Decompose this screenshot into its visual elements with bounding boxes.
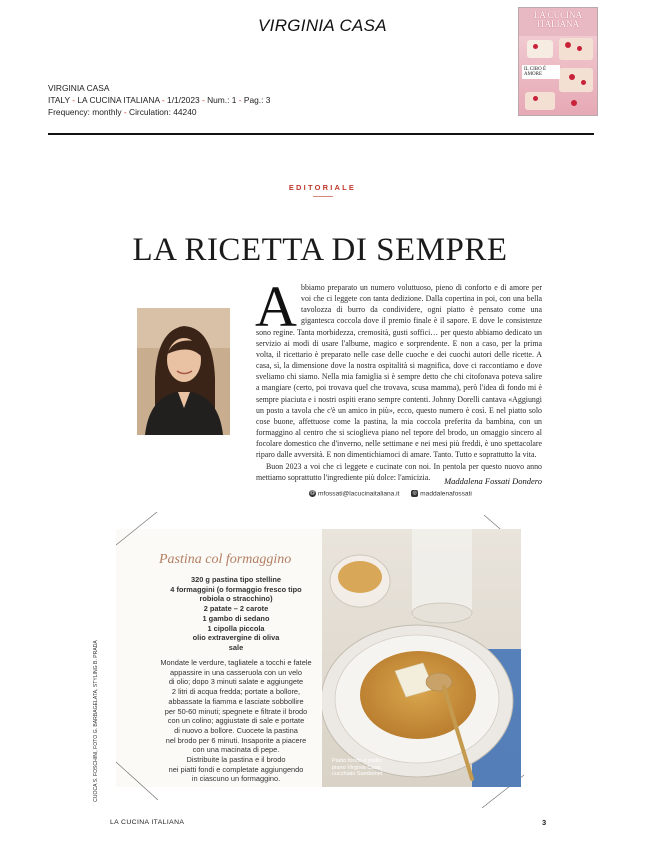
publication-name: LA CUCINA ITALIANA	[77, 95, 160, 105]
section-kicker: EDITORIALE	[288, 183, 357, 192]
paragraph-1-text: bbiamo preparato un numero voluttuoso, pieno di conforto e di amore per voi che ci leggete con tanta dedizione. Dalla copertina in poi, con una bella tavolozza di burro da condividere, ogni piatto è pensato come una gigantesca coccola dove il premio finale è il sapore. E dove le consistenze sono regine. Tanta morbidezza, cremosità, gusti soffici… per questo abbiamo dedicato un servizio ai modi di usare l'albume, magico e sorprendente. E non a caso, per la prima volta, il ricettario è preparato nelle case delle cuoche e dei cuochi autori delle ricette. A casa, sì, la dimensione dove la nostra ospitalità si magnifica, dove ci raccontiamo e dove sveliamo chi siamo. Nella mia famiglia si è sempre detto che chi citofonava poteva salire a mangiare (certo, poi trovava quel che trovava, scusa mamma), però l'idea di fondo mi è sempre piaciuta e i nostri ospiti erano sempre contenti. Johnny Dorelli cantava «Aggiungi un posto a tavola che c'è un amico in più», ecco, questo numero è così. E nel piatto solo cose buone, affettuose come la pastina, la mia coccola preferita da bambina, con un formaggino al centro che si scioglieva piano nel tepore del brodo, un omaggio sincero al focolare domestico che d'inverno, nelle settimane e nei mesi più freddi, è uno spettacolare riparo dalle avversità. E non dimentichiamoci di amare. Tanto. Tutto e soprattutto la vita.	[256, 283, 542, 460]
method-line: con una macinata di pepe.	[192, 745, 280, 755]
publication-date: 1/1/2023	[167, 95, 200, 105]
recipe-photo	[322, 529, 521, 787]
footer-magazine-name: LA CUCINA ITALIANA	[110, 819, 185, 826]
separator: -	[72, 95, 76, 105]
recipe-ingredients	[150, 575, 322, 653]
recipe-method	[150, 658, 322, 784]
method-line: di olio; dopo 3 minuti salate e aggiungete	[168, 677, 304, 687]
method-line: in ciascuno un formaggino.	[191, 774, 281, 784]
method-line: con un colino; aggiustate di sale e portate	[167, 716, 305, 726]
method-line: Mondate le verdure, tagliatele a tocchi e fatele	[160, 658, 312, 667]
ingredient-line: 1 cipolla piccola	[207, 623, 265, 633]
ingredient-line: 4 formaggini (o formaggio fresco tipo	[170, 584, 302, 594]
author-instagram[interactable]: maddalenafossati	[420, 490, 472, 498]
method-line: nel brodo per 6 minuti. Insaporite a piacere	[165, 735, 307, 745]
method-line: Distribuite la pastina e il brodo	[186, 755, 286, 765]
author-signature: Maddalena Fossati Dondero	[444, 476, 542, 486]
footer-page-number: 3	[542, 818, 547, 827]
method-line: abbassate la fiamma e lasciate sobbollire	[168, 696, 304, 706]
photo-credits	[91, 638, 99, 808]
country: ITALY	[48, 95, 70, 105]
ingredient-line: 1 gambo di sedano	[202, 613, 270, 623]
article-headline: LA RICETTA DI SEMPRE	[132, 232, 508, 268]
method-line: per 50-60 minuti; spegnete e filtrate il brodo	[164, 706, 308, 716]
photo-caption: Piatto fondo e piatto piano Virginia Casa, cucchiaio Sambonet	[332, 758, 383, 778]
cover-feature-tag: IL CIBO È AMORE	[522, 65, 560, 79]
at-icon: @	[309, 490, 316, 496]
separator: -	[201, 95, 205, 105]
author-email[interactable]: mfossati@lacucinaitaliana.it	[318, 490, 400, 498]
circulation: Circulation: 44240	[129, 107, 197, 117]
method-line: di nuovo a bollore. Cuocete la pastina	[174, 725, 298, 735]
ingredient-line: sale	[228, 642, 244, 652]
issue-number: Num.: 1	[207, 95, 237, 105]
method-line: nei piatti fondi e completate aggiungendo	[168, 764, 304, 774]
separator: -	[238, 95, 242, 105]
separator: -	[161, 95, 165, 105]
paragraph-2: Buon 2023 a voi che ci leggete e cucinate con noi. In pentola per questo nuovo anno mettiamo soprattutto l'ingrediente più dolce: l'amicizia.	[256, 461, 542, 482]
frequency: Frequency: monthly	[48, 107, 122, 117]
separator: -	[123, 107, 127, 117]
clipping-source: VIRGINIA CASA	[48, 83, 110, 93]
cover-masthead: LA CUCINA ITALIANA	[519, 8, 597, 36]
instagram-icon: ◎	[412, 490, 417, 496]
ingredient-line: robiola o stracchino)	[199, 594, 273, 604]
ingredient-line: olio extravergine di oliva	[192, 633, 280, 643]
recipe-photo-graphic	[322, 529, 521, 787]
drop-cap: A	[255, 274, 297, 339]
clipping-title: VIRGINIA CASA	[258, 16, 387, 35]
page-number: Pag.: 3	[243, 95, 271, 105]
ingredient-line: 320 g pastina tipo stelline	[191, 575, 281, 584]
recipe-title: Pastina col formaggino	[159, 552, 292, 567]
photo-credits-text: CUOCA S. FOSCHINI, FOTO G. BARBAGELATA, STYLING B. PRADA	[93, 640, 99, 802]
ingredient-line: 2 patate – 2 carote	[203, 604, 269, 614]
method-line: 2 litri di acqua fredda; portate a bollore,	[171, 687, 301, 697]
method-line: appassire in una casseruola con un velo	[170, 667, 302, 677]
